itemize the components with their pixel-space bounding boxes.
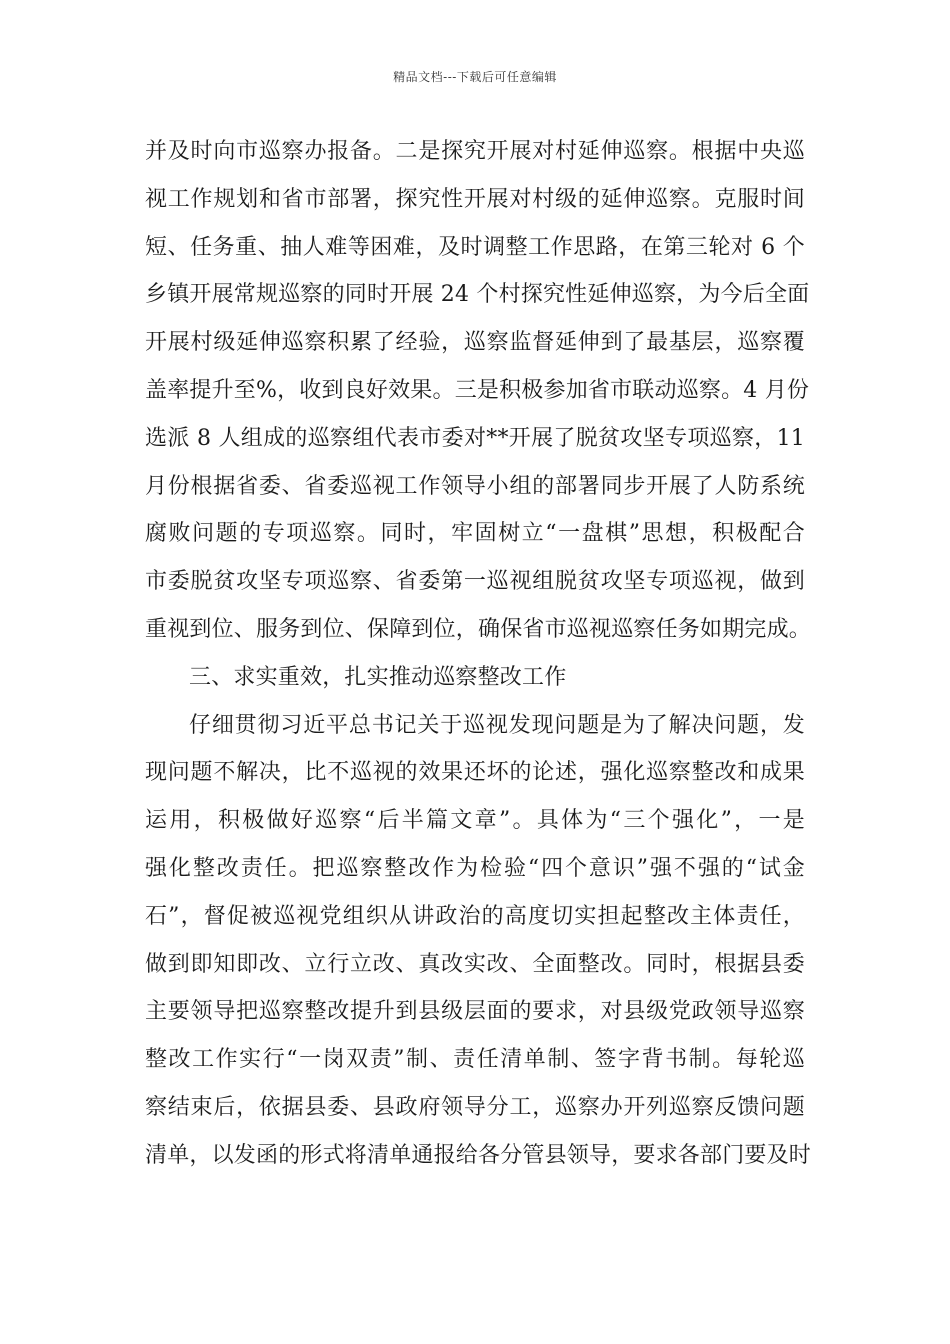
paragraph-line: 短、任务重、抽人难等困难，及时调整工作思路，在第三轮对 6 个 (145, 234, 805, 260)
paragraph-line: 主要领导把巡察整改提升到县级层面的要求，对县级党政领导巡察 (145, 999, 805, 1025)
paragraph-line: 重视到位、服务到位、保障到位，确保省市巡视巡察任务如期完成。 (145, 616, 812, 642)
page-header: 精品文档---下载后可任意编辑 (393, 70, 557, 84)
paragraph-line: 月份根据省委、省委巡视工作领导小组的部署同步开展了人防系统 (145, 473, 805, 499)
paragraph-line: 仔细贯彻习近平总书记关于巡视发现问题是为了解决问题，发 (189, 712, 805, 738)
paragraph-line: 腐败问题的专项巡察。同时，牢固树立“一盘棋”思想，积极配合 (145, 521, 805, 547)
paragraph-line: 选派 8 人组成的巡察组代表市委对**开展了脱贫攻坚专项巡察，11 (145, 425, 805, 451)
document-body (145, 128, 812, 1180)
paragraph-line: 强化整改责任。把巡察整改作为检验“四个意识”强不强的“试金 (145, 855, 805, 881)
paragraph-line: 察结束后，依据县委、县政府领导分工，巡察办开列巡察反馈问题 (145, 1094, 805, 1120)
paragraph-line: 并及时向市巡察办报备。二是探究开展对村延伸巡察。根据中央巡 (145, 139, 805, 164)
paragraph-line: 开展村级延伸巡察积累了经验，巡察监督延伸到了最基层，巡察覆 (145, 330, 805, 356)
paragraph-line: 乡镇开展常规巡察的同时开展 24 个村探究性延伸巡察，为今后全面 (145, 282, 810, 308)
paragraph-line: 石”，督促被巡视党组织从讲政治的高度切实担起整改主体责任， (145, 903, 805, 929)
paragraph-line: 盖率提升至%，收到良好效果。三是积极参加省市联动巡察。4 月份 (145, 377, 810, 403)
paragraph-line: 现问题不解决，比不巡视的效果还坏的论述，强化巡察整改和成果 (145, 760, 805, 786)
paragraph-line: 市委脱贫攻坚专项巡察、省委第一巡视组脱贫攻坚专项巡视，做到 (145, 569, 805, 595)
paragraph-line: 做到即知即改、立行立改、真改实改、全面整改。同时，根据县委 (145, 951, 805, 977)
section-heading: 三、求实重效，扎实推动巡察整改工作 (189, 664, 567, 690)
paragraph-line: 清单，以发函的形式将清单通报给各分管县领导，要求各部门要及时 (145, 1142, 812, 1168)
paragraph-line: 运用，积极做好巡察“后半篇文章”。具体为“三个强化”，一是 (145, 808, 805, 834)
paragraph-line: 视工作规划和省市部署，探究性开展对村级的延伸巡察。克服时间 (145, 186, 805, 212)
paragraph-line: 整改工作实行“一岗双责”制、责任清单制、签字背书制。每轮巡 (145, 1047, 805, 1073)
